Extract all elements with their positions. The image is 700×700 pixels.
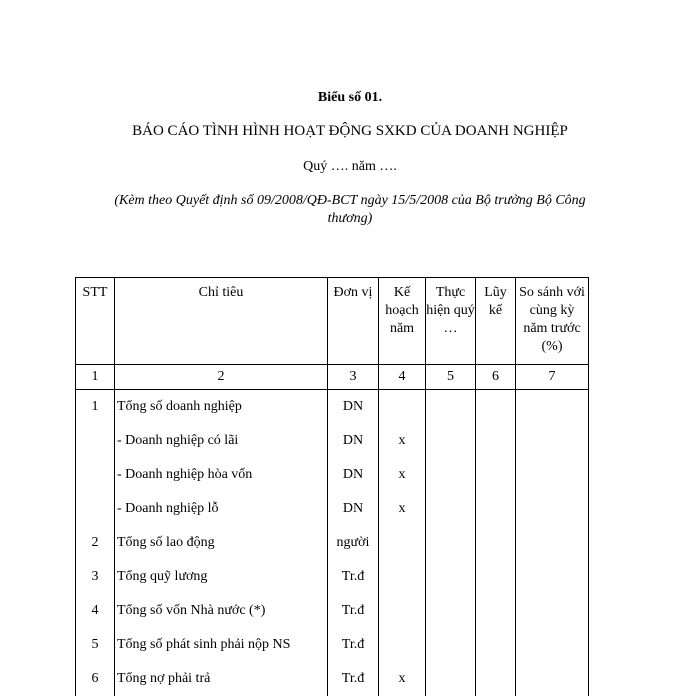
- unit-column: [328, 390, 379, 697]
- table-body: [76, 390, 589, 697]
- row-unit: DN: [342, 501, 364, 516]
- header-cumulative: Lũy kế: [476, 278, 516, 365]
- cumulative-column: [476, 390, 516, 697]
- row-label: Tổng nợ phải trả: [117, 671, 211, 686]
- row-stt: 5: [91, 637, 99, 652]
- header-row: [76, 278, 589, 365]
- header-unit: Đơn vị: [328, 278, 379, 365]
- row-plan: [379, 560, 425, 594]
- row-stt: [76, 492, 114, 526]
- row-plan: x: [398, 467, 406, 482]
- row-stt: 4: [91, 603, 99, 618]
- row-unit: Tr.đ: [341, 637, 365, 652]
- row-plan: [379, 526, 425, 560]
- row-unit: Tr.đ: [341, 671, 365, 686]
- row-label: Tổng số phát sinh phải nộp NS: [117, 637, 291, 652]
- row-unit: người: [336, 535, 370, 550]
- row-unit: Tr.đ: [341, 603, 365, 618]
- row-unit: Tr.đ: [341, 569, 365, 584]
- row-label: - Doanh nghiệp có lãi: [117, 433, 239, 448]
- row-plan: x: [398, 671, 406, 686]
- row-label: - Doanh nghiệp lỗ: [117, 501, 219, 516]
- row-plan: [379, 390, 425, 424]
- row-plan: x: [398, 501, 406, 516]
- row-unit: DN: [342, 433, 364, 448]
- report-period: Quý …. năm ….: [303, 159, 397, 174]
- decision-note: (Kèm theo Quyết định số 09/2008/QĐ-BCT ngày 15/5/2008 của Bộ trưởng Bộ Công thương): [114, 193, 586, 226]
- form-number: Biểu số 01.: [317, 90, 383, 105]
- row-plan: [379, 628, 425, 662]
- row-unit: DN: [342, 399, 364, 414]
- header-plan: Kế hoạch năm: [379, 278, 426, 365]
- header-stt: STT: [76, 278, 115, 365]
- column-number-row: [76, 365, 589, 390]
- column-number: 1: [76, 365, 115, 390]
- report-table: [75, 277, 589, 696]
- row-label: Tổng số lao động: [117, 535, 215, 550]
- report-title: BÁO CÁO TÌNH HÌNH HOẠT ĐỘNG SXKD CỦA DOANH NGHIỆP: [132, 123, 568, 139]
- header-indicator: Chỉ tiêu: [115, 278, 328, 365]
- plan-column: [379, 390, 426, 697]
- row-stt: 1: [91, 399, 99, 414]
- header-actual: Thực hiện quý …: [426, 278, 476, 365]
- column-number: 5: [426, 365, 476, 390]
- column-number: 4: [379, 365, 426, 390]
- row-label: Tổng quỹ lương: [117, 569, 208, 584]
- row-label: Tổng số vốn Nhà nước (*): [117, 603, 266, 618]
- row-unit: DN: [342, 467, 364, 482]
- row-label: Tổng số doanh nghiệp: [117, 399, 242, 414]
- row-stt: [76, 458, 114, 492]
- row-label: - Doanh nghiệp hòa vốn: [117, 467, 253, 482]
- row-plan: x: [398, 433, 406, 448]
- stt-column: [76, 390, 115, 697]
- row-stt: [76, 424, 114, 458]
- row-plan: [379, 594, 425, 628]
- column-number: 7: [516, 365, 589, 390]
- actual-column: [426, 390, 476, 697]
- row-stt: 6: [91, 671, 99, 686]
- column-number: 2: [115, 365, 328, 390]
- indicator-column: [115, 390, 328, 697]
- column-number: 3: [328, 365, 379, 390]
- comparison-column: [516, 390, 589, 697]
- column-number: 6: [476, 365, 516, 390]
- header-comparison: So sánh với cùng kỳ năm trước (%): [516, 278, 589, 365]
- row-stt: 2: [91, 535, 99, 550]
- row-stt: 3: [91, 569, 99, 584]
